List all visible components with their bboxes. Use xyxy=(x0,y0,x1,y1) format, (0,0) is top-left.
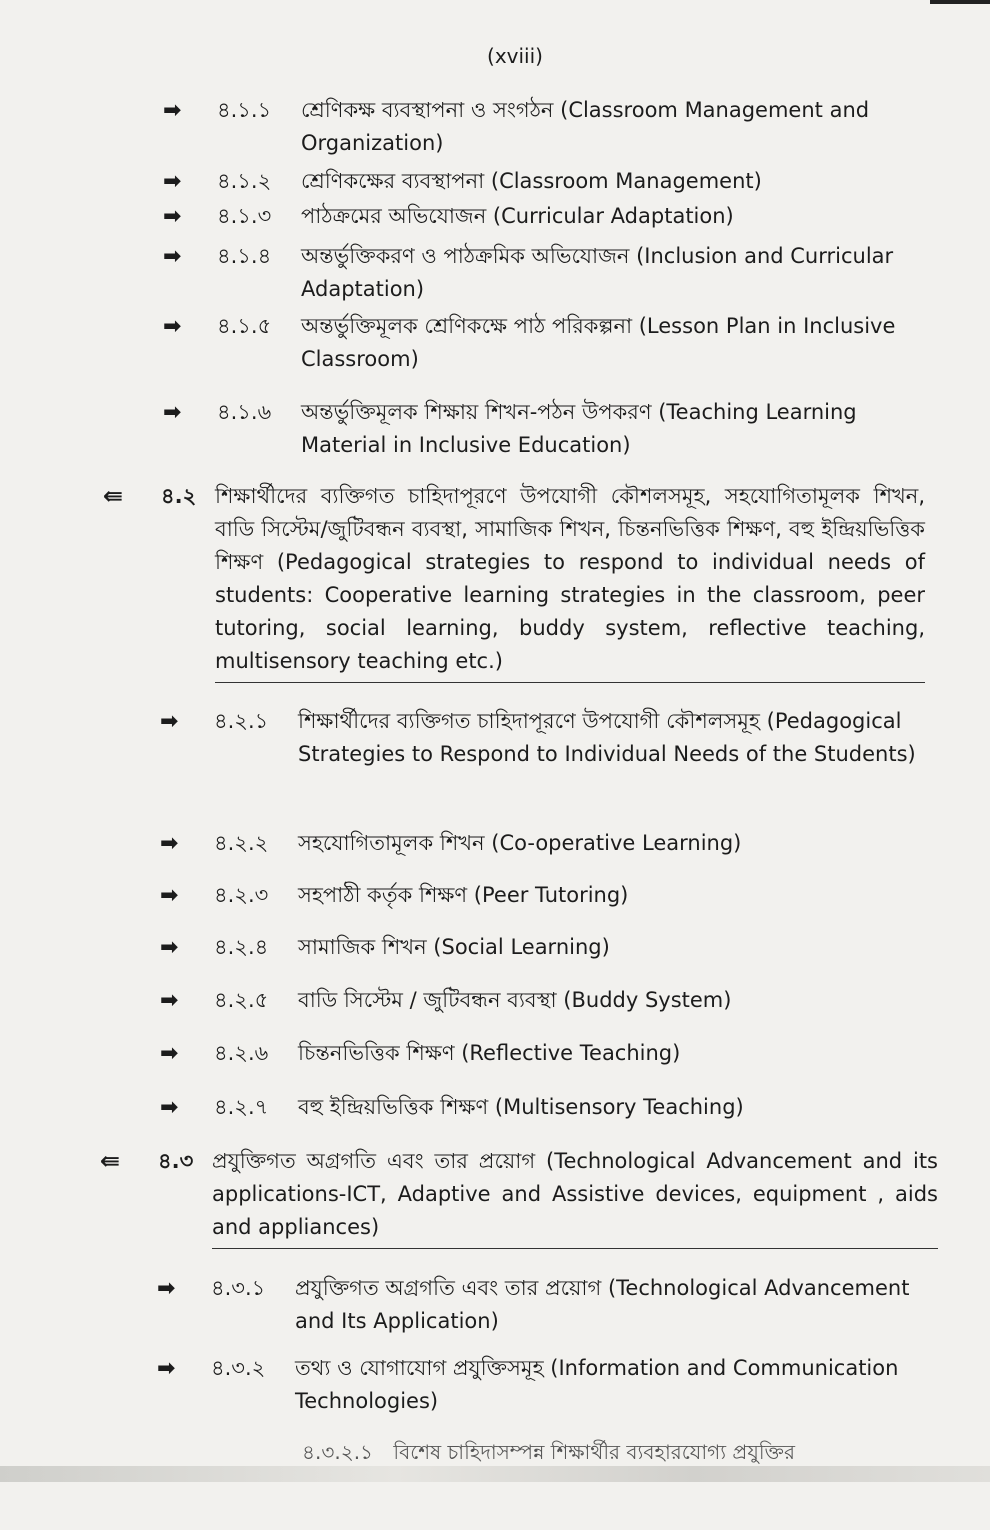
arrow-right-icon: ➡ xyxy=(160,831,179,856)
entry-text: অন্তর্ভুক্তিমূলক শিক্ষায় শিখন-পঠন উপকরণ (Teaching Learning Material in Inclusive Education) xyxy=(301,400,857,457)
arrow-right-icon: ➡ xyxy=(160,883,179,908)
entry-text: শ্রেণিকক্ষের ব্যবস্থাপনা (Classroom Management) xyxy=(301,169,762,193)
entry-text: পাঠক্রমের অভিযোজন (Curricular Adaptation) xyxy=(301,204,734,228)
arrow-right-icon: ➡ xyxy=(160,709,179,734)
toc-entry-4-3-2-1 xyxy=(302,1438,952,1466)
entry-number: ৪.১.৬ xyxy=(217,400,272,424)
entry-number: ৪.৩.২.১ xyxy=(302,1440,374,1464)
arrow-right-icon: ➡ xyxy=(160,1041,179,1066)
entry-text: প্রযুক্তিগত অগ্রগতি এবং তার প্রয়োগ (Technological Advancement and its applications-ICT, Adaptive and Assistive devices, equipment , aids and appliances) xyxy=(212,1145,938,1249)
entry-text: সামাজিক শিখন (Social Learning) xyxy=(298,935,610,959)
entry-number: ৪.১.১ xyxy=(217,98,272,122)
entry-number: ৪.৩.২ xyxy=(211,1356,266,1380)
entry-text: শিক্ষার্থীদের ব্যক্তিগত চাহিদাপূরণে উপযোগী কৌশলসমূহ (Pedagogical Strategies to Respond to Individual Needs of the Students) xyxy=(298,709,916,766)
entry-text: সহযোগিতামূলক শিখন (Co-operative Learning) xyxy=(298,831,742,855)
arrow-right-icon: ➡ xyxy=(163,98,182,123)
entry-text: অন্তর্ভুক্তিকরণ ও পাঠক্রমিক অভিযোজন (Inclusion and Curricular Adaptation) xyxy=(301,244,894,301)
double-arrow-left-icon: ⇚ xyxy=(100,1147,121,1175)
entry-text: বাডি সিস্টেম / জুটিবন্ধন ব্যবস্থা (Buddy System) xyxy=(298,988,732,1012)
entry-text: বহু ইন্দ্রিয়ভিত্তিক শিক্ষণ (Multisensory Teaching) xyxy=(298,1095,744,1119)
entry-number: ৪.২.২ xyxy=(214,831,269,855)
entry-text: সহপাঠী কর্তৃক শিক্ষণ (Peer Tutoring) xyxy=(298,883,629,907)
entry-text: শিক্ষার্থীদের ব্যক্তিগত চাহিদাপূরণে উপযোগী কৌশলসমূহ, সহযোগিতামূলক শিখন, বাডি সিস্টেম/জুটিবন্ধন ব্যবস্থা, সামাজিক শিখন, চিন্তনভিত্তিক শিক্ষণ, বহু ইন্দ্রিয়ভিত্তিক শিক্ষণ (Pedagogical strategies to respond to individual needs of students: Cooperative learning strategies in the classroom, peer tutoring, social learning, buddy system, reflective teaching, multisensory teaching etc.) xyxy=(215,480,925,683)
arrow-right-icon: ➡ xyxy=(160,935,179,960)
entry-number: ৪.২.৪ xyxy=(214,935,269,959)
entry-number: ৪.১.৫ xyxy=(217,314,272,338)
entry-number: ৪.২.৫ xyxy=(214,988,269,1012)
entry-text: শ্রেণিকক্ষ ব্যবস্থাপনা ও সংগঠন (Classroom Management and Organization) xyxy=(301,98,870,155)
arrow-right-icon: ➡ xyxy=(163,400,182,425)
arrow-right-icon: ➡ xyxy=(157,1356,176,1381)
double-arrow-left-icon: ⇚ xyxy=(103,482,124,510)
entry-text: অন্তর্ভুক্তিমূলক শ্রেণিকক্ষে পাঠ পরিকল্পনা (Lesson Plan in Inclusive Classroom) xyxy=(301,314,896,371)
arrow-right-icon: ➡ xyxy=(163,169,182,194)
entry-number: ৪.২ xyxy=(161,484,197,508)
entry-number: ৪.১.৪ xyxy=(217,244,272,268)
entry-number: ৪.২.৩ xyxy=(214,883,269,907)
arrow-right-icon: ➡ xyxy=(163,204,182,229)
arrow-right-icon: ➡ xyxy=(163,244,182,269)
entry-text: বিশেষ চাহিদাসম্পন্ন শিক্ষার্থীর ব্যবহারযোগ্য প্রযুক্তির xyxy=(393,1440,795,1464)
arrow-right-icon: ➡ xyxy=(157,1276,176,1301)
entry-text: প্রযুক্তিগত অগ্রগতি এবং তার প্রয়োগ (Technological Advancement and Its Application) xyxy=(295,1276,910,1333)
entry-text: তথ্য ও যোগাযোগ প্রযুক্তিসমূহ (Information and Communication Technologies) xyxy=(295,1356,899,1413)
arrow-right-icon: ➡ xyxy=(160,1095,179,1120)
entry-number: ৪.১.২ xyxy=(217,169,272,193)
arrow-right-icon: ➡ xyxy=(163,314,182,339)
entry-number: ৪.৩ xyxy=(158,1149,194,1173)
entry-number: ৪.২.১ xyxy=(214,709,269,733)
scan-bottom-edge xyxy=(0,1466,990,1482)
scan-edge-mark xyxy=(930,0,990,4)
entry-number: ৪.৩.১ xyxy=(211,1276,266,1300)
entry-text: চিন্তনভিত্তিক শিক্ষণ (Reflective Teaching) xyxy=(298,1041,681,1065)
entry-number: ৪.২.৬ xyxy=(214,1041,269,1065)
arrow-right-icon: ➡ xyxy=(160,988,179,1013)
entry-number: ৪.২.৭ xyxy=(214,1095,269,1119)
page-number: (xviii) xyxy=(487,44,543,68)
entry-number: ৪.১.৩ xyxy=(217,204,272,228)
